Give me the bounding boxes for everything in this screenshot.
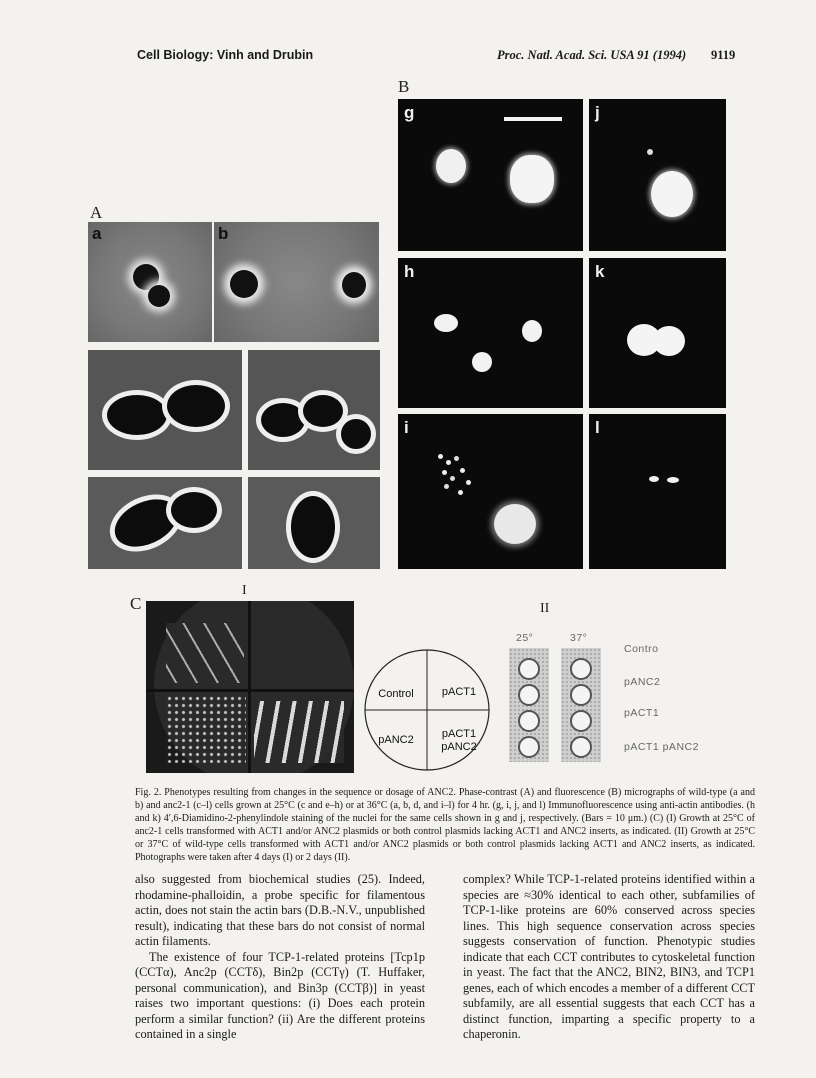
figure-caption: Fig. 2. Phenotypes resulting from changes in the sequence or dosage of ANC2. Phase-contrast (A) and fluorescence (B) micrographs of wild-type (a and b) and anc2-1 (c–l) cells grown at 25°C (c and e–h) or at 36°C (a, b, d, and i–l) for 4 hr. (g, i, j, and l) Immunofluorescence using anti-actin antibodies. (h and k) 4′,6-Diamidino-2-phenylindole staining of the nuclei for the same cells shown in g and j, respectively. (Bars = 10 μm.) (C) (I) Growth at 25°C of anc2-1 cells transformed with ACT1 and/or ANC2 plasmids or both control plasmids lacking ACT1 and ANC2 inserts, as indicated. (II) Growth at 25°C or 37°C of wild-type cells transformed with ACT1 and/or ANC2 plasmids or both control plasmids lacking ACT1 and ANC2 inserts, as indicated. Photographs were taken after 4 days (I) or 2 days (II). <box>135 787 755 863</box>
body-column-right <box>463 872 755 1043</box>
body-paragraph: also suggested from biochemical studies (25). Indeed, rhodamine-phalloidin, a probe specific for filamentous actin, does not stain the actin bars (D.B.-N.V., unpublished result), indicating that these bars do not consist of normal actin filaments. <box>135 872 425 948</box>
subpanel-label-h: h <box>404 262 415 281</box>
body-paragraph: The existence of four TCP-1-related proteins [Tcp1p (CCTα), Anc2p (CCTδ), Bin2p (CCTγ) (T. Huffaker, personal communication), and Bin3p (CCTβ)] in yeast raises two important questions: (i) Does each protein perform a similar function? (ii) Are the different proteins contained in a single <box>135 949 425 1041</box>
temp-label-25: 25° <box>516 632 534 644</box>
micrograph-a <box>88 222 212 342</box>
lane-label-control: Contro <box>624 643 659 655</box>
growth-strip-25c <box>509 648 549 762</box>
micrograph-l <box>589 414 726 569</box>
running-header-authors: Cell Biology: Vinh and Drubin <box>137 48 314 62</box>
sector-panc2: pANC2 <box>378 734 414 746</box>
micrograph-f <box>248 477 380 569</box>
micrograph-k <box>589 258 726 408</box>
lane-label-pact1: pACT1 <box>624 707 660 719</box>
micrograph-h <box>398 258 583 408</box>
sector-pact1-panc2: pACT1 pANC2 <box>441 728 477 753</box>
growth-strip-37c <box>561 648 601 762</box>
subpanel-label-b: b <box>218 224 229 243</box>
petri-dish-photo <box>146 601 354 773</box>
micrograph-g <box>398 99 583 251</box>
micrograph-c <box>88 350 242 470</box>
panel-b-label: B <box>398 77 410 96</box>
panel-c-label: C <box>130 594 142 613</box>
micrograph-i <box>398 414 583 569</box>
subpanel-label-i: i <box>404 418 409 437</box>
temp-label-37: 37° <box>570 632 588 644</box>
sector-pact1: pACT1 <box>441 686 477 698</box>
lane-label-pact1-panc2: pACT1 pANC2 <box>624 741 699 753</box>
subpanel-label-a: a <box>92 224 102 243</box>
micrograph-b <box>214 222 379 342</box>
subpanel-label-l: l <box>595 418 600 437</box>
lane-label-panc2: pANC2 <box>624 676 661 688</box>
panel-c-part-ii-label: II <box>540 601 550 616</box>
subpanel-label-j: j <box>595 103 600 122</box>
micrograph-d <box>248 350 380 470</box>
sector-control: Control <box>378 688 414 700</box>
running-header-journal: Proc. Natl. Acad. Sci. USA 91 (1994) <box>497 48 687 62</box>
micrograph-j <box>589 99 726 251</box>
subpanel-label-k: k <box>595 262 605 281</box>
body-column-left <box>135 872 425 1043</box>
subpanel-label-g: g <box>404 103 415 122</box>
micrograph-e <box>88 477 242 569</box>
body-paragraph: complex? While TCP-1-related proteins identified within a species are ≈30% identical to each other, subfamilies of TCP-1-like proteins are 60% conserved across species lines. This high sequence conservation across species suggests conservation of function. Phenotypic studies indicate that each CCT contributes to cytoskeletal function in yeast. The fact that the ANC2, BIN2, BIN3, and TCP1 genes, each of which encodes a member of a different CCT subfamily, are all essential suggests that each CCT has a distinct function, imparting a specific property to a chaperonin. <box>463 872 755 1041</box>
panel-a-label: A <box>90 203 103 222</box>
panel-c-part-i-label: I <box>242 583 247 598</box>
scale-bar <box>504 117 562 121</box>
page-number: 9119 <box>711 48 736 62</box>
